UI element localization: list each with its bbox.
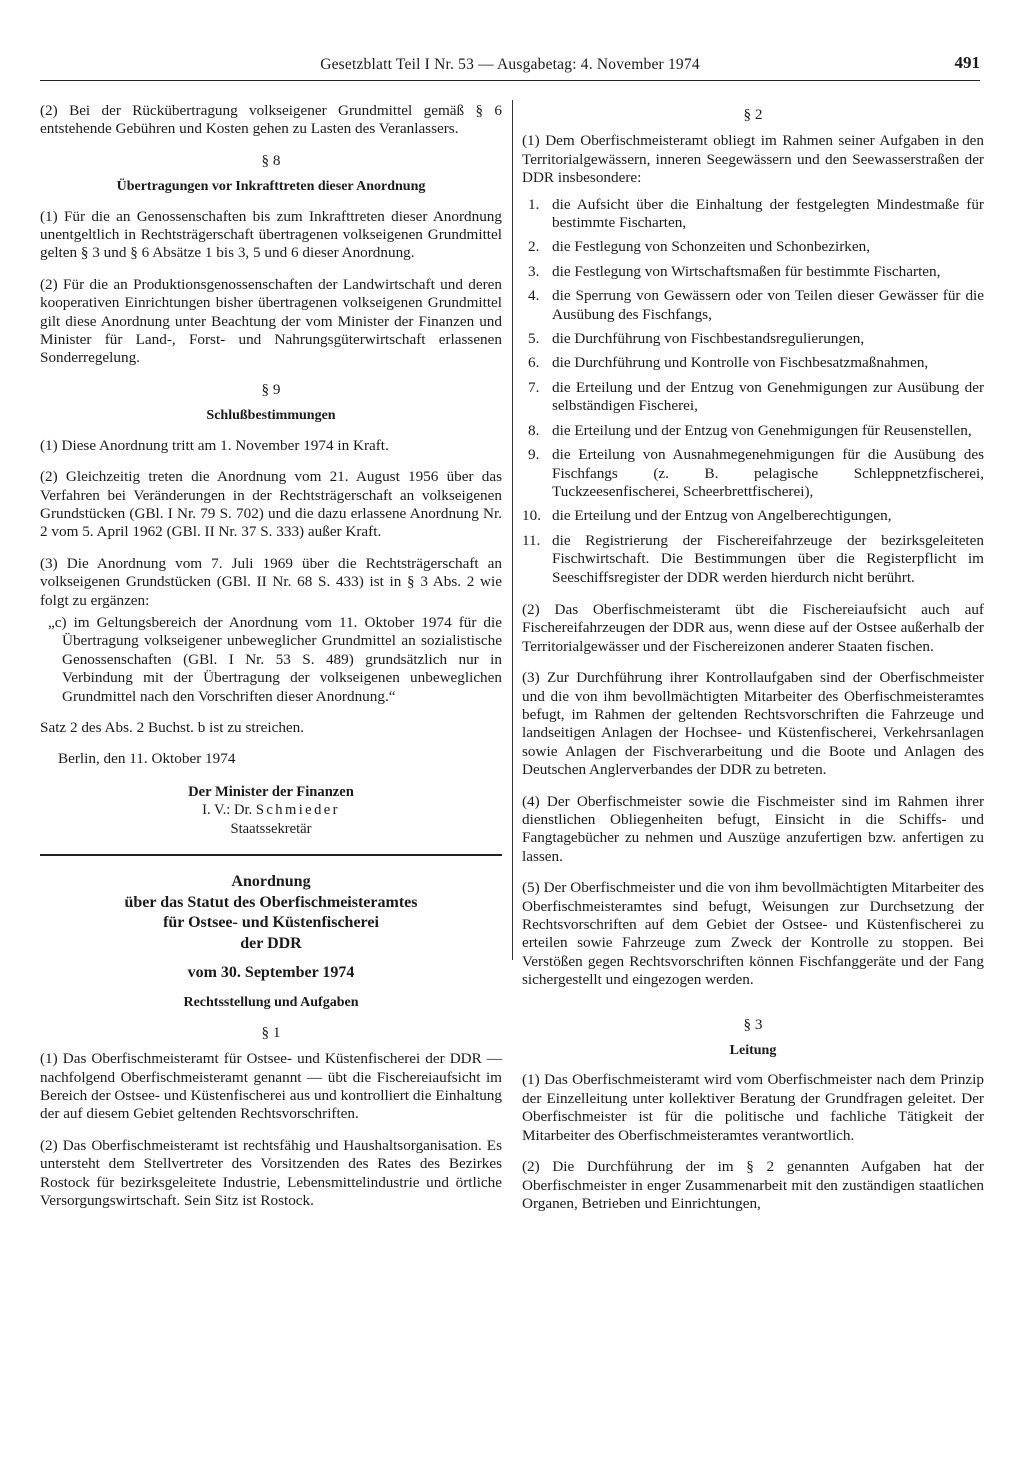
- section-9-quoted-amendment: „c) im Geltungsbereich der Anordnung vom 11. Oktober 1974 für die Übertragung volkseigener unbeweglicher Grundmittel an sozialistische Genossenschaften (GBl. I Nr. 53 S. 489) grundsätzlich nur in Verbindung mit der Übertragung der volkseigenen unbeweglichen Grundmittel nach den Vorschriften dieser Anordnung.“: [48, 613, 502, 705]
- section-9-paragraph-3: (3) Die Anordnung vom 7. Juli 1969 über die Rechtsträgerschaft an volkseigenen Grundstücken (GBl. II Nr. 68 S. 433) ist in § 3 Abs. 2 wie folgt zu ergänzen:: [40, 554, 502, 609]
- section-heading-transfers: Übertragungen vor Inkrafttreten dieser Anordnung: [116, 179, 426, 195]
- section-rule: [40, 854, 502, 856]
- section-8-paragraph-1: (1) Für die an Genossenschaften bis zum Inkrafttreten dieser Anordnung unentgeltlich in Rechtsträgerschaft übertragenen volkseigenen Grundmittel gelten § 3 und § 6 Absätze 1 bis 3, 5 und 6 dieser Anordnung.: [40, 207, 502, 262]
- signer-prefix: I. V.: Dr.: [202, 802, 253, 819]
- section-heading-leadership: Leitung: [729, 1043, 777, 1059]
- page-number: 491: [954, 53, 980, 72]
- article-2-paragraph-4: (4) Der Oberfischmeister sowie die Fischmeister sind im Rahmen ihrer dienstlichen Obliegenheiten befugt, Einsicht in die Schiffs- und Fangtagebücher zu nehmen und Auszüge anzufertigen bzw. anfertigen zu lassen.: [522, 792, 984, 865]
- right-column: [522, 102, 984, 1226]
- section-9-paragraph-2: (2) Gleichzeitig treten die Anordnung vom 21. August 1956 über das Verfahren bei Veränderungen in der Rechtsträgerschaft an volkseigenen Grundstücken (GBl. I Nr. 79 S. 702) und die dazu erlassene Anordnung Nr. 2 vom 5. April 1962 (GBl. II Nr. 37 S. 333) außer Kraft.: [40, 468, 502, 541]
- list-item: 7. die Erteilung und der Entzug von Genehmigungen zur Ausübung der selbständigen Fischerei,: [528, 378, 984, 415]
- list-item: 6. die Durchführung und Kontrolle von Fischbesatzmaßnahmen,: [528, 354, 929, 372]
- page-header: [40, 53, 980, 81]
- article-1-paragraph-2: (2) Das Oberfischmeisteramt ist rechtsfähig und Haushaltsorganisation. Es untersteht dem Stellvertreter des Vorsitzenden des Rates des Bezirkes Rostock für bezirksgeleitete Industrie, Lebensmittelindustrie und örtliche Versorgungswirtschaft. Sein Sitz ist Rostock.: [40, 1136, 502, 1210]
- section-8-paragraph-2: (2) Für die an Produktionsgenossenschaften der Landwirtschaft und deren kooperativen Einrichtungen bisher übertragenen volkseigenen Grundmittel gilt diese Anordnung unter Beachtung der vom Minister der Finanzen und Minister für Land-, Forst- und Nahrungsgüterwirtschaft erlassenen Sonderregelung.: [40, 275, 502, 367]
- list-item: 11. die Registrierung der Fischereifahrzeuge der bezirksgeleiteten Fischwirtschaft. Die Bestimmungen über die Registerpflicht im Seeschiffsregister der DDR werden hierdurch nicht berührt.: [522, 531, 984, 586]
- list-item: 10. die Erteilung und der Entzug von Angelberechtigungen,: [522, 507, 892, 525]
- ordinance-date: vom 30. September 1974: [187, 964, 355, 981]
- section-heading-legal-status: Rechtsstellung und Aufgaben: [183, 995, 359, 1011]
- article-2-intro: (1) Dem Oberfischmeisteramt obliegt im Rahmen seiner Aufgaben in den Territorialgewässern, inneren Seegewässern und den Seewasserstraßen der DDR insbesondere:: [522, 132, 984, 187]
- left-column: [40, 102, 502, 1223]
- section-number-8: § 8: [261, 151, 281, 169]
- list-item: 5. die Durchführung von Fischbestandsregulierungen,: [528, 330, 865, 348]
- signer-name: Schmieder: [255, 802, 340, 819]
- article-3-paragraph-2: (2) Die Durchführung der im § 2 genannten Aufgaben hat der Oberfischmeister in enger Zusammenarbeit mit den zuständigen staatlichen Organen, Betrieben und Einrichtungen,: [522, 1158, 984, 1212]
- list-item: 2. die Festlegung von Schonzeiten und Schonbezirken,: [528, 238, 871, 256]
- section-number-3: § 3: [743, 1015, 763, 1033]
- ordinance-title-line-3: für Ostsee- und Küstenfischerei: [163, 914, 379, 931]
- list-item: 9. die Erteilung von Ausnahmegenehmigungen für die Ausübung des Fischfangs (z. B. pelagische Schleppnetzfischerei, Tuckzeesenfischerei, Scheerbrettfischerei),: [528, 446, 984, 500]
- section-heading-final-provisions: Schlußbestimmungen: [206, 408, 336, 424]
- list-item: 1. die Aufsicht über die Einhaltung der festgelegten Mindestmaße für bestimmte Fischarten,: [528, 195, 984, 232]
- paragraph-return-costs: (2) Bei der Rückübertragung volkseigener Grundmittel gemäß § 6 entstehende Gebühren und Kosten gehen zu Lasten des Veranlassers.: [40, 102, 502, 138]
- ordinance-title: [40, 872, 502, 954]
- signer-title: Der Minister der Finanzen: [188, 783, 354, 800]
- ordinance-title-line-2: über das Statut des Oberfischmeisteramtes: [124, 893, 418, 911]
- list-item: 8. die Erteilung und der Entzug von Genehmigungen für Reusenstellen,: [528, 421, 972, 439]
- section-9-paragraph-4: Satz 2 des Abs. 2 Buchst. b ist zu streichen.: [40, 718, 305, 736]
- ordinance-title-line-1: Anordnung: [231, 873, 311, 890]
- duties-list: [522, 196, 984, 587]
- section-number-9: § 9: [261, 380, 281, 398]
- section-number-1: § 1: [261, 1023, 281, 1041]
- article-1-paragraph-1: (1) Das Oberfischmeisteramt für Ostsee- und Küstenfischerei der DDR — nachfolgend Oberfischmeisteramt genannt — übt die Fischereiaufsicht im Bereich der Ostsee- und Küstenfischerei aus und kontrolliert die Einhaltung der auf diesem Gebiet geltenden Rechtsvorschriften.: [40, 1050, 502, 1123]
- article-3-paragraph-1: (1) Das Oberfischmeisteramt wird vom Oberfischmeister nach dem Prinzip der Einzelleitung unter kollektiver Beratung der Grundfragen geleitet. Der Oberfischmeister ist für die politische und fachliche Tätigkeit der Mitarbeiter des Oberfischmeisteramtes verantwortlich.: [522, 1071, 984, 1144]
- signer-line: [40, 801, 502, 819]
- article-2-paragraph-3: (3) Zur Durchführung ihrer Kontrollaufgaben sind der Oberfischmeister und die von ihm bevollmächtigten Mitarbeiter des Oberfischmeisteramtes befugt, im Rahmen der geltenden Rechtsvorschriften die Fahrzeuge und landseitigen Anlagen der Hochsee- und Küstenfischerei, Verkehrsanlagen sowie Anlagen der Fischverarbeitung und die Boote und Anlagen des Deutschen Anglerverbandes der DDR zu betreten.: [522, 669, 984, 779]
- list-item: 3. die Festlegung von Wirtschaftsmaßen für bestimmte Fischarten,: [528, 262, 941, 280]
- section-number-2: § 2: [743, 106, 763, 123]
- list-item: 4. die Sperrung von Gewässern oder von Teilen dieser Gewässer für die Ausübung des Fischfangs,: [528, 287, 984, 323]
- ordinance-title-line-4: der DDR: [240, 934, 302, 952]
- header-title: Gesetzblatt Teil I Nr. 53 — Ausgabetag: 4. November 1974: [320, 56, 700, 73]
- article-2-paragraph-2: (2) Das Oberfischmeisteramt übt die Fischereiaufsicht auch auf Fischereifahrzeugen der DDR aus, wenn diese auf der Ostsee außerhalb der Territorialgewässer und der Fischereizonen anderer Staaten fischen.: [522, 600, 984, 655]
- column-divider: [512, 100, 513, 960]
- place-date: Berlin, den 11. Oktober 1974: [58, 750, 236, 768]
- article-2-paragraph-5: (5) Der Oberfischmeister und die von ihm bevollmächtigten Mitarbeiter des Oberfischmeisteramtes sind befugt, Weisungen zur Durchsetzung der Rechtsvorschriften auf dem Gebiet der Ostsee- und Küstenfischerei zu erteilen sowie Fahrzeuge zum Zweck der Kontrolle zu stoppen. Bei Verstößen gegen Rechtsvorschriften können Fischfanggeräte und der Fang sichergestellt und eingezogen werden.: [522, 879, 984, 989]
- signer-role: Staatssekretär: [230, 820, 312, 837]
- section-9-paragraph-1: (1) Diese Anordnung tritt am 1. November 1974 in Kraft.: [40, 436, 389, 454]
